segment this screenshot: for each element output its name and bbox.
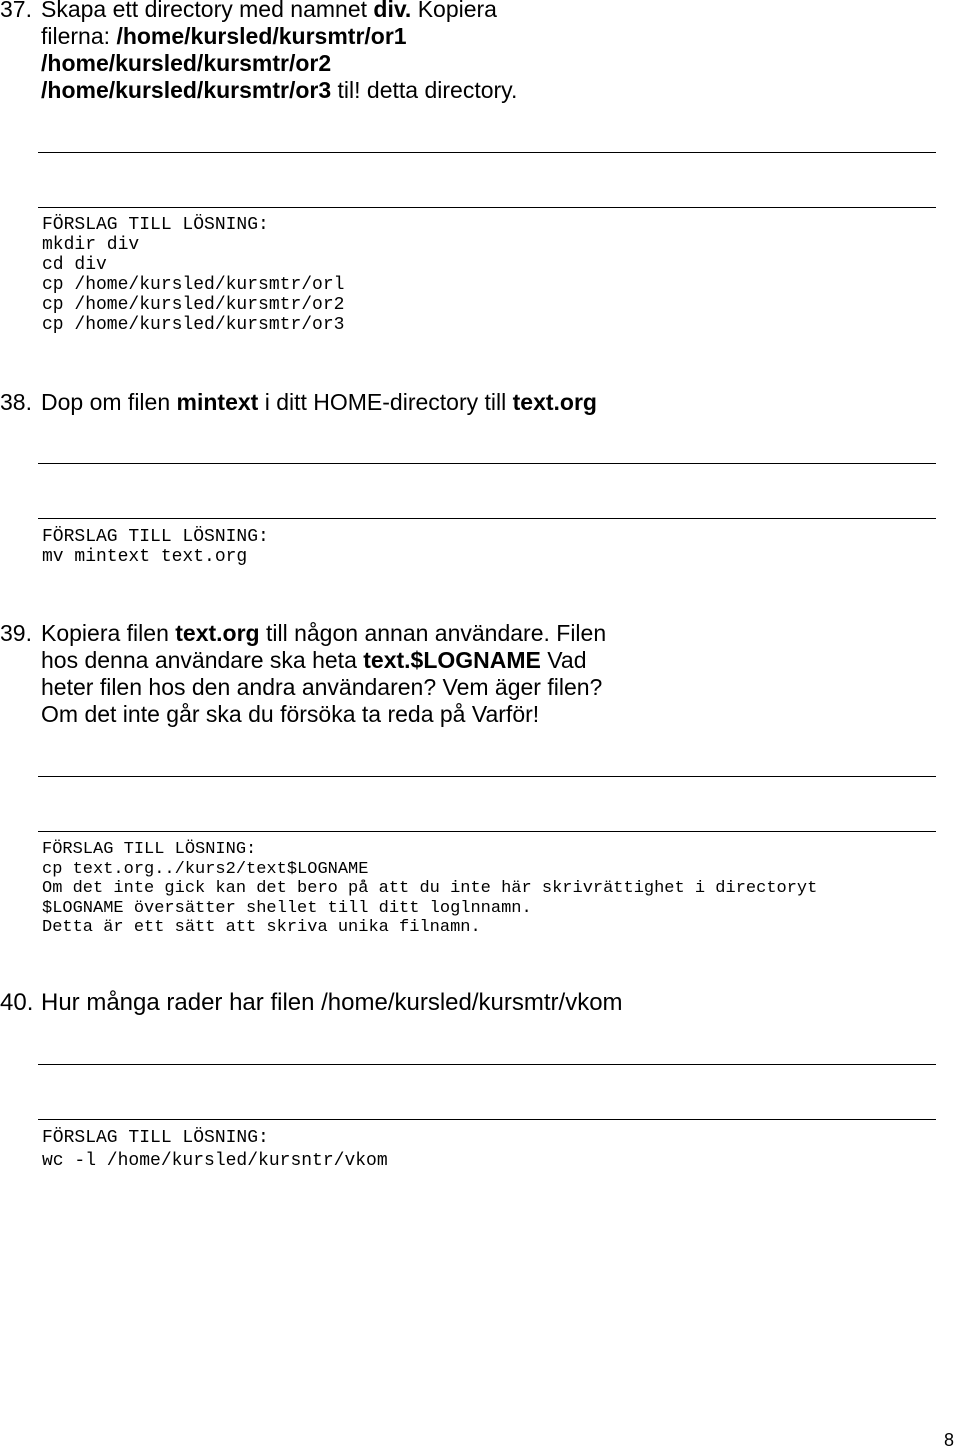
answer-line (38, 1119, 936, 1120)
solution-line: mkdir div (42, 235, 140, 255)
q38-line-1: Dop om filen mintext i ditt HOME-directory till text.org (41, 389, 597, 415)
page-number: 8 (944, 1430, 955, 1450)
solution-heading: FÖRSLAG TILL LÖSNING: (42, 527, 269, 547)
solution-37 (42, 215, 344, 335)
q37-line-3: /home/kursled/kursmtr/or2 (41, 50, 332, 76)
solution-heading: FÖRSLAG TILL LÖSNING: (42, 840, 257, 859)
q40-line-1: Hur många rader har filen /home/kursled/kursmtr/vkom (41, 989, 623, 1016)
solution-heading: FÖRSLAG TILL LÖSNING: (42, 1128, 269, 1148)
solution-40 (42, 1127, 388, 1173)
answer-line (38, 207, 936, 208)
q37-line-2: filerna: /home/kursled/kursmtr/or1 (41, 23, 407, 49)
q38-number: 38. (0, 389, 32, 415)
q37-line-4: /home/kursled/kursmtr/or3 til! detta directory. (41, 77, 518, 103)
answer-line (38, 152, 936, 153)
solution-line: cd div (42, 255, 107, 275)
solution-line: wc -l /home/kursled/kursntr/vkom (42, 1151, 388, 1171)
solution-line: cp /home/kursled/kursmtr/or2 (42, 295, 345, 315)
q37-line-1: Skapa ett directory med namnet div. Kopiera (41, 0, 497, 22)
answer-line (38, 776, 936, 777)
solution-line: Om det inte gick kan det bero på att du inte här skrivrättighet i directoryt (42, 879, 818, 898)
solution-line: cp text.org../kurs2/text$LOGNAME (42, 859, 369, 879)
solution-heading: FÖRSLAG TILL LÖSNING: (42, 215, 269, 235)
solution-line: cp /home/kursled/kursmtr/or3 (42, 315, 345, 335)
q37-number: 37. (0, 0, 32, 22)
solution-line: $LOGNAME översätter shellet till ditt loglnnamn. (42, 898, 532, 918)
answer-line (38, 831, 936, 832)
q39-line-3: heter filen hos den andra användaren? Vem äger filen? (41, 674, 603, 700)
solution-39 (42, 840, 817, 938)
q39-number: 39. (0, 620, 32, 646)
q40-number: 40. (0, 989, 34, 1016)
solution-line: mv mintext text.org (42, 547, 248, 567)
answer-line (38, 1064, 936, 1065)
answer-line (38, 463, 936, 464)
q39-line-2: hos denna användare ska heta text.$LOGNAME Vad (41, 647, 587, 673)
solution-line: cp /home/kursled/kursmtr/orl (42, 275, 345, 295)
q39-line-1: Kopiera filen text.org till någon annan användare. Filen (41, 620, 607, 646)
q39-line-4: Om det inte går ska du försöka ta reda på Varför! (41, 701, 540, 727)
solution-38 (42, 527, 269, 567)
solution-line: Detta är ett sätt att skriva unika filnamn. (42, 918, 481, 937)
answer-line (38, 518, 936, 519)
